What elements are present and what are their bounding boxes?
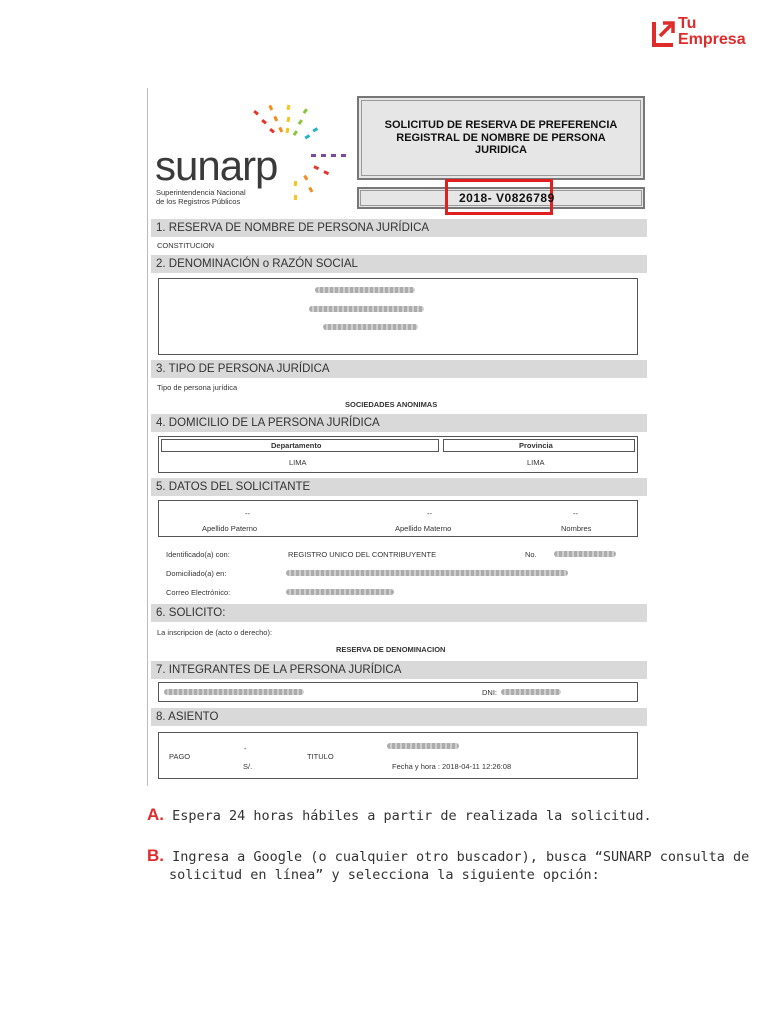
sunarp-logo <box>154 96 354 211</box>
sunarp-subtitle-line2: de los Registros Públicos <box>156 197 241 206</box>
form-title-box <box>357 96 645 180</box>
solicito-label: La inscripcion de (acto o derecho): <box>157 628 273 637</box>
dni-label: DNI: <box>482 688 497 697</box>
redacted-address <box>286 570 568 576</box>
redacted-titulo <box>387 743 459 749</box>
sunarp-form <box>147 88 646 786</box>
redacted-email <box>286 589 394 595</box>
section-1-header: 1. RESERVA DE NOMBRE DE PERSONA JURÍDICA <box>151 219 647 237</box>
solicito-value: RESERVA DE DENOMINACION <box>336 645 446 654</box>
section-2-header: 2. DENOMINACIÓN o RAZÓN SOCIAL <box>151 255 647 273</box>
sunarp-wordmark: sunarp <box>155 142 278 189</box>
tu-empresa-logo <box>651 16 755 52</box>
apellido-materno-value: -- <box>427 509 432 518</box>
section-4-header: 4. DOMICILIO DE LA PERSONA JURÍDICA <box>151 414 647 432</box>
request-code: 2018- V0826789 <box>459 191 555 205</box>
provincia-value: LIMA <box>527 458 545 467</box>
redacted-ruc <box>554 551 616 557</box>
correo-label: Correo Electrónico: <box>166 588 231 597</box>
apellido-paterno-value: -- <box>245 509 250 518</box>
apellido-materno-label: Apellido Materno <box>395 524 452 533</box>
section-3-header: 3. TIPO DE PERSONA JURÍDICA <box>151 360 647 378</box>
section-1-value: CONSTITUCION <box>157 241 215 250</box>
currency-label: S/. <box>243 762 253 771</box>
redacted-name-1 <box>315 287 415 293</box>
instruction-a-text: Espera 24 horas hábiles a partir de realizada la solicitud. <box>172 808 652 824</box>
brand-line1: Tu <box>678 15 697 32</box>
section-6-header: 6. SOLICITO: <box>151 604 647 622</box>
titulo-label: TITULO <box>307 752 334 761</box>
numero-label: No. <box>525 550 537 559</box>
solicitante-box <box>158 500 638 537</box>
provincia-label: Provincia <box>519 441 553 450</box>
fecha-hora: Fecha y hora : 2018-04-11 12:26:08 <box>392 762 512 771</box>
instruction-b-letter: B. <box>147 846 164 865</box>
sunarp-subtitle-line1: Superintendencia Nacional <box>156 188 246 197</box>
denominacion-box <box>158 278 638 355</box>
instruction-b-line1: Ingresa a Google (o cualquier otro buscador), busca “SUNARP consulta de <box>172 849 750 865</box>
instruction-b <box>147 847 749 884</box>
form-title: SOLICITUD DE RESERVA DE PREFERENCIA REGISTRAL DE NOMBRE DE PERSONA JURIDICA <box>384 119 618 156</box>
asiento-box <box>158 732 638 779</box>
redacted-name-3 <box>323 324 418 330</box>
domicilio-box <box>158 436 638 473</box>
identificado-value: REGISTRO UNICO DEL CONTRIBUYENTE <box>288 550 437 559</box>
apellido-paterno-label: Apellido Paterno <box>202 524 258 533</box>
integrantes-box <box>158 682 638 702</box>
tu-empresa-logo-icon <box>651 18 677 48</box>
section-7-header: 7. INTEGRANTES DE LA PERSONA JURÍDICA <box>151 661 647 679</box>
tipo-value: SOCIEDADES ANONIMAS <box>345 400 438 409</box>
section-5-header: 5. DATOS DEL SOLICITANTE <box>151 478 647 496</box>
departamento-label: Departamento <box>271 441 322 450</box>
nombres-label: Nombres <box>561 524 592 533</box>
sunarp-subtitle <box>156 188 246 206</box>
redacted-name-2 <box>309 306 424 312</box>
instruction-b-line2: solicitud en línea” y selecciona la siguiente opción: <box>169 867 600 883</box>
pago-value: - <box>244 744 247 753</box>
pago-label: PAGO <box>169 752 191 761</box>
tipo-label: Tipo de persona jurídica <box>157 383 238 392</box>
redacted-dni <box>501 689 561 695</box>
redacted-integrante <box>164 689 304 695</box>
identificado-label: Identificado(a) con: <box>166 550 230 559</box>
brand-line2: Empresa <box>678 31 746 48</box>
instruction-a <box>147 806 652 825</box>
departamento-value: LIMA <box>289 458 307 467</box>
nombres-value: -- <box>573 509 578 518</box>
instruction-a-letter: A. <box>147 805 164 824</box>
domicilio-label: Domiciliado(a) en: <box>166 569 227 578</box>
section-8-header: 8. ASIENTO <box>151 708 647 726</box>
